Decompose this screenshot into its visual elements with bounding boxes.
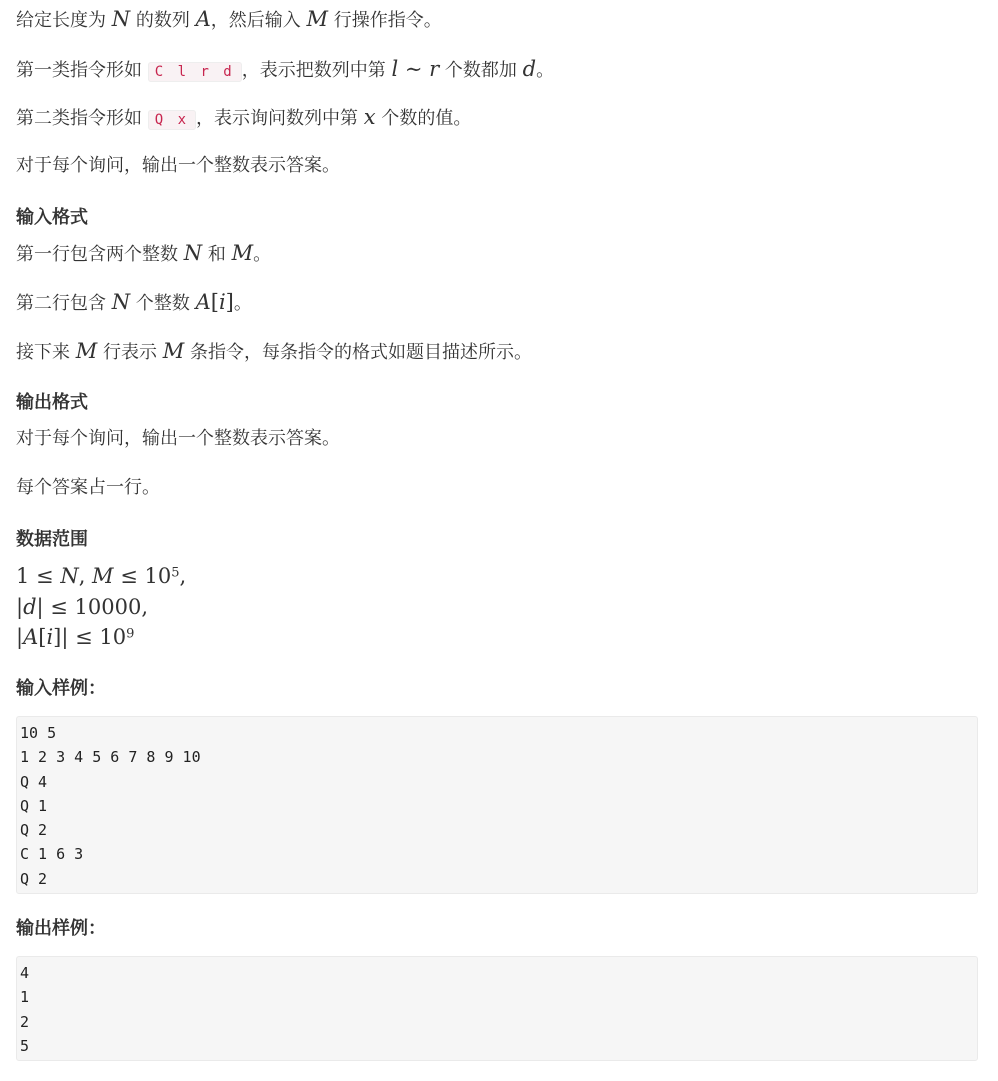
math: | <box>16 625 24 649</box>
math-var: M <box>75 339 98 363</box>
code-line: Q 2 <box>20 821 48 840</box>
text: 行表示 <box>97 342 163 363</box>
sample-output-block[interactable] <box>16 956 978 1061</box>
text: ，表示把数列中第 <box>241 60 392 81</box>
text: 第二类指令形如 <box>16 108 148 129</box>
math-var: N <box>183 241 203 265</box>
math-var: x <box>363 105 376 129</box>
text: 个整数 <box>130 293 196 314</box>
text: ，表示询问数列中第 <box>196 108 364 129</box>
inline-code: Q x <box>148 110 196 130</box>
math-exponent: 5 <box>171 565 180 581</box>
text: 个数的值。 <box>375 108 472 129</box>
input-format-line-1 <box>16 241 271 267</box>
input-format-line-3 <box>16 339 532 365</box>
data-range-formula-1 <box>16 562 186 592</box>
intro-line-2 <box>16 57 554 84</box>
math-var: d <box>23 595 37 619</box>
math: ]| ≤ 10 <box>53 625 127 649</box>
text: 和 <box>202 244 232 265</box>
math: , <box>78 564 93 588</box>
math-op: ∼ <box>398 57 430 81</box>
text: 给定长度为 <box>16 10 112 31</box>
output-format-line-2: 每个答案占一行。 <box>16 477 160 498</box>
text: 。 <box>253 244 272 265</box>
text: 个数都加 <box>439 60 523 81</box>
math-var: M <box>306 7 328 31</box>
code-line: C 1 6 3 <box>20 845 84 864</box>
math: 1 ≤ <box>16 564 61 588</box>
math-var: M <box>92 564 114 588</box>
output-format-heading: 输出格式 <box>16 392 88 413</box>
math-var: A <box>195 7 211 31</box>
text: 第一行包含两个整数 <box>16 244 184 265</box>
text: 接下来 <box>16 342 76 363</box>
sample-output-heading: 输出样例： <box>16 918 106 939</box>
math-exponent: 9 <box>126 626 135 642</box>
math-var: A <box>23 625 39 649</box>
input-format-heading: 输入格式 <box>16 207 88 228</box>
text: 第二行包含 <box>16 293 112 314</box>
text: 。 <box>233 293 252 314</box>
math: | <box>16 595 24 619</box>
code-line: 2 <box>20 1012 30 1031</box>
sample-input-block[interactable] <box>16 716 978 894</box>
math-bracket: [ <box>38 625 47 649</box>
math-var: N <box>111 290 131 314</box>
data-range-formula-3 <box>16 623 134 653</box>
output-format-line-1: 对于每个询问，输出一个整数表示答案。 <box>16 428 340 449</box>
code-line: Q 2 <box>20 869 48 888</box>
math-var: M <box>162 339 185 363</box>
code-line: 4 <box>20 964 30 982</box>
math-var: i <box>218 290 226 314</box>
code-line: 5 <box>20 1036 30 1055</box>
input-format-line-2 <box>16 290 252 316</box>
intro-line-4: 对于每个询问，输出一个整数表示答案。 <box>16 155 340 176</box>
code-line: 1 2 3 4 5 6 7 8 9 10 <box>20 748 201 767</box>
code-line: Q 1 <box>20 796 48 815</box>
text: 行操作指令。 <box>327 10 442 31</box>
code-line: 1 <box>20 988 30 1007</box>
math-bracket: [ <box>210 290 219 314</box>
math-var: i <box>46 625 54 649</box>
text: 。 <box>536 60 555 81</box>
math-var: r <box>429 57 440 81</box>
data-range-formula-2 <box>16 593 148 623</box>
text: 第一类指令形如 <box>16 60 148 81</box>
math-var: M <box>231 241 254 265</box>
math-var: N <box>60 564 79 588</box>
math-var: d <box>522 57 537 81</box>
math-bracket: ] <box>225 290 234 314</box>
math: , <box>179 564 187 588</box>
text: 条指令，每条指令的格式如题目描述所示。 <box>184 342 532 363</box>
code-line: Q 4 <box>20 772 48 791</box>
code-line: 10 5 <box>20 724 57 742</box>
sample-input-heading: 输入样例： <box>16 678 106 699</box>
math: ≤ 10 <box>113 564 172 588</box>
intro-line-1 <box>16 7 442 33</box>
text: 的数列 <box>130 10 196 31</box>
math-var: N <box>111 7 131 31</box>
math-var: A <box>195 290 211 314</box>
intro-line-3 <box>16 105 471 132</box>
data-range-heading: 数据范围 <box>16 529 88 550</box>
text: ，然后输入 <box>210 10 307 31</box>
math-var: l <box>391 57 399 81</box>
math: | ≤ 10000, <box>36 595 149 619</box>
inline-code: C l r d <box>148 62 242 82</box>
